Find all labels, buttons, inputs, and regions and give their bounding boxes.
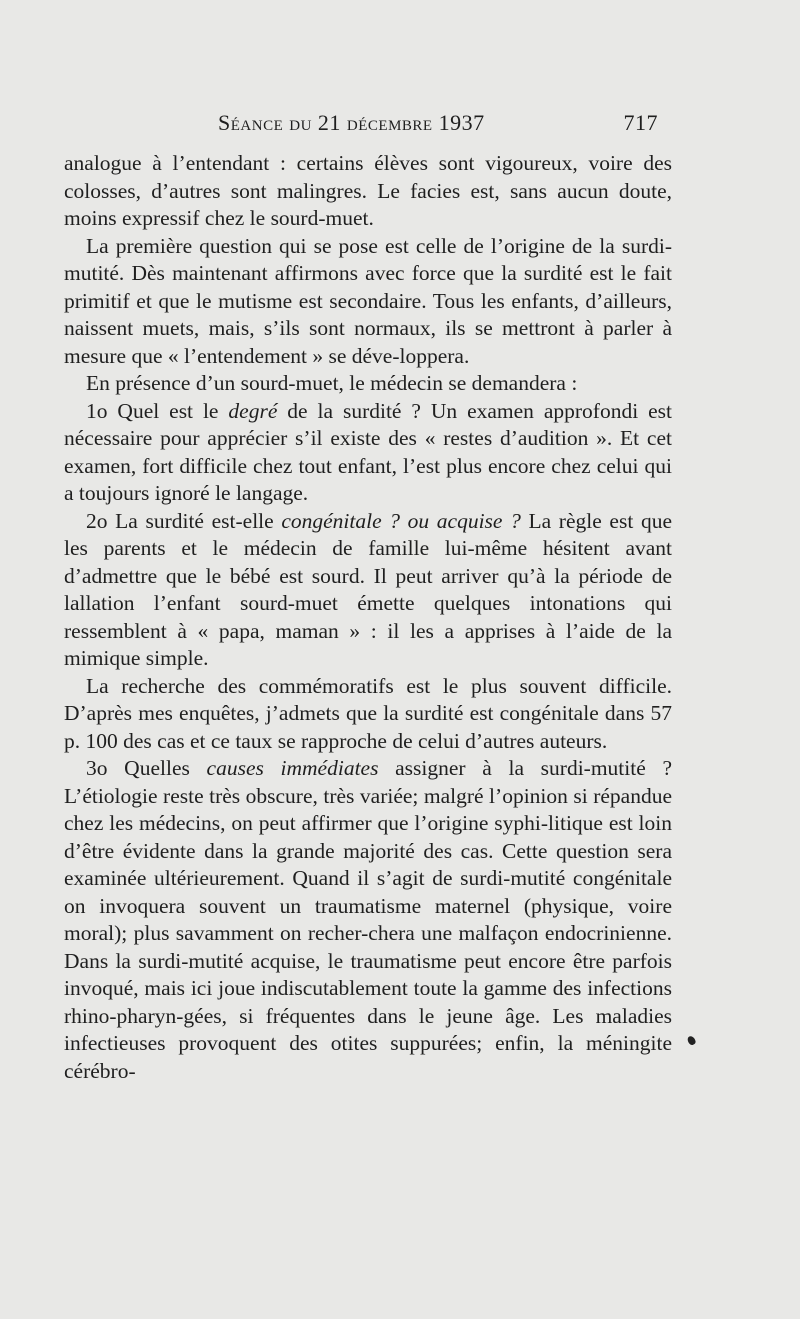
header-year: 1937 <box>438 110 485 135</box>
header-month: décembre <box>346 110 433 135</box>
paragraph-5-text-b: La règle est que les parents et le médecin de famille lui-même hésitent avant d’admettre que le bébé est sourd. Il peut arriver qu’à la période de lallation l’enfant sourd-muet émette quelques intonations qui ressemblent à « papa, maman » : il les a apprises à l’aide de la mimique simple. <box>64 508 672 670</box>
header-day: 21 <box>317 110 341 135</box>
running-head-title <box>218 110 485 136</box>
paragraph-6 <box>64 673 672 756</box>
paragraph-5 <box>64 508 672 673</box>
paragraph-5-text-a: 2o La surdité est-elle <box>86 508 282 533</box>
paragraph-4-text-b: de la surdité ? Un examen approfondi est nécessaire pour apprécier s’il existe des « restes d’audition ». Et cet examen, fort difficile chez tout enfant, l’est plus encore chez celui qui a toujours ignoré le langage. <box>64 398 672 505</box>
paragraph-7-text-b: assigner à la surdi-mutité ? L’étiologie reste très obscure, très variée; malgré l’opinion si répandue chez les médecins, on peut affirmer que l’origine syphi-litique est loin d’être évidente dans la grande majorité des cas. Cette question sera examinée ultérieurement. Quand il s’agit de surdi-mutité congénitale on invoquera souvent un traumatisme maternel (physique, voire moral); plus savamment on recher-chera une malfaçon endocrinienne. Dans la surdi-mutité acquise, le traumatisme peut encore être parfois invoqué, mais ici joue indiscutablement toute la gamme des infections rhino-pharyn-gées, si fréquentes dans le jeune âge. Les maladies infectieuses provoquent des otites suppurées; enfin, la méningite cérébro- <box>64 756 672 1083</box>
paragraph-1-text: analogue à l’entendant : certains élèves sont vigoureux, voire des colosses, d’autres sont malingres. Le facies est, sans aucun doute, moins expressif chez le sourd-muet. <box>64 151 672 230</box>
paragraph-2 <box>64 233 672 371</box>
paragraph-3 <box>64 370 672 398</box>
body-text <box>64 150 672 1085</box>
paragraph-6-text: La recherche des commémoratifs est le plus souvent difficile. D’après mes enquêtes, j’admets que la surdité est congénitale dans 57 p. 100 des cas et ce taux se rapproche de celui d’autres auteurs. <box>64 673 672 753</box>
paragraph-4-italic: degré <box>228 398 278 423</box>
paragraph-7-text-a: 3o Quelles <box>86 756 207 780</box>
header-seance: Séance <box>218 110 284 135</box>
ink-speck <box>686 1035 696 1046</box>
paragraph-7 <box>64 755 672 1085</box>
page-number: 717 <box>623 110 658 135</box>
paragraph-1 <box>64 150 672 233</box>
paragraph-5-italic: congénitale ? ou acquise ? <box>281 508 521 533</box>
header-du: du <box>289 110 312 135</box>
running-head <box>64 110 658 140</box>
paragraph-4-text-a: 1o Quel est le <box>86 398 229 423</box>
paragraph-7-italic: causes immédiates <box>206 756 379 780</box>
paragraph-4 <box>64 398 672 508</box>
paragraph-2-text: La première question qui se pose est celle de l’origine de la surdi-mutité. Dès maintenant affirmons avec force que la surdité est le fait primitif et que le mutisme est secondaire. Tous les enfants, d’ailleurs, naissent muets, mais, s’ils sont normaux, ils se mettront à parler à mesure que « l’entendement » se déve-loppera. <box>64 233 672 368</box>
paragraph-3-text: En présence d’un sourd-muet, le médecin se demandera : <box>86 371 578 395</box>
